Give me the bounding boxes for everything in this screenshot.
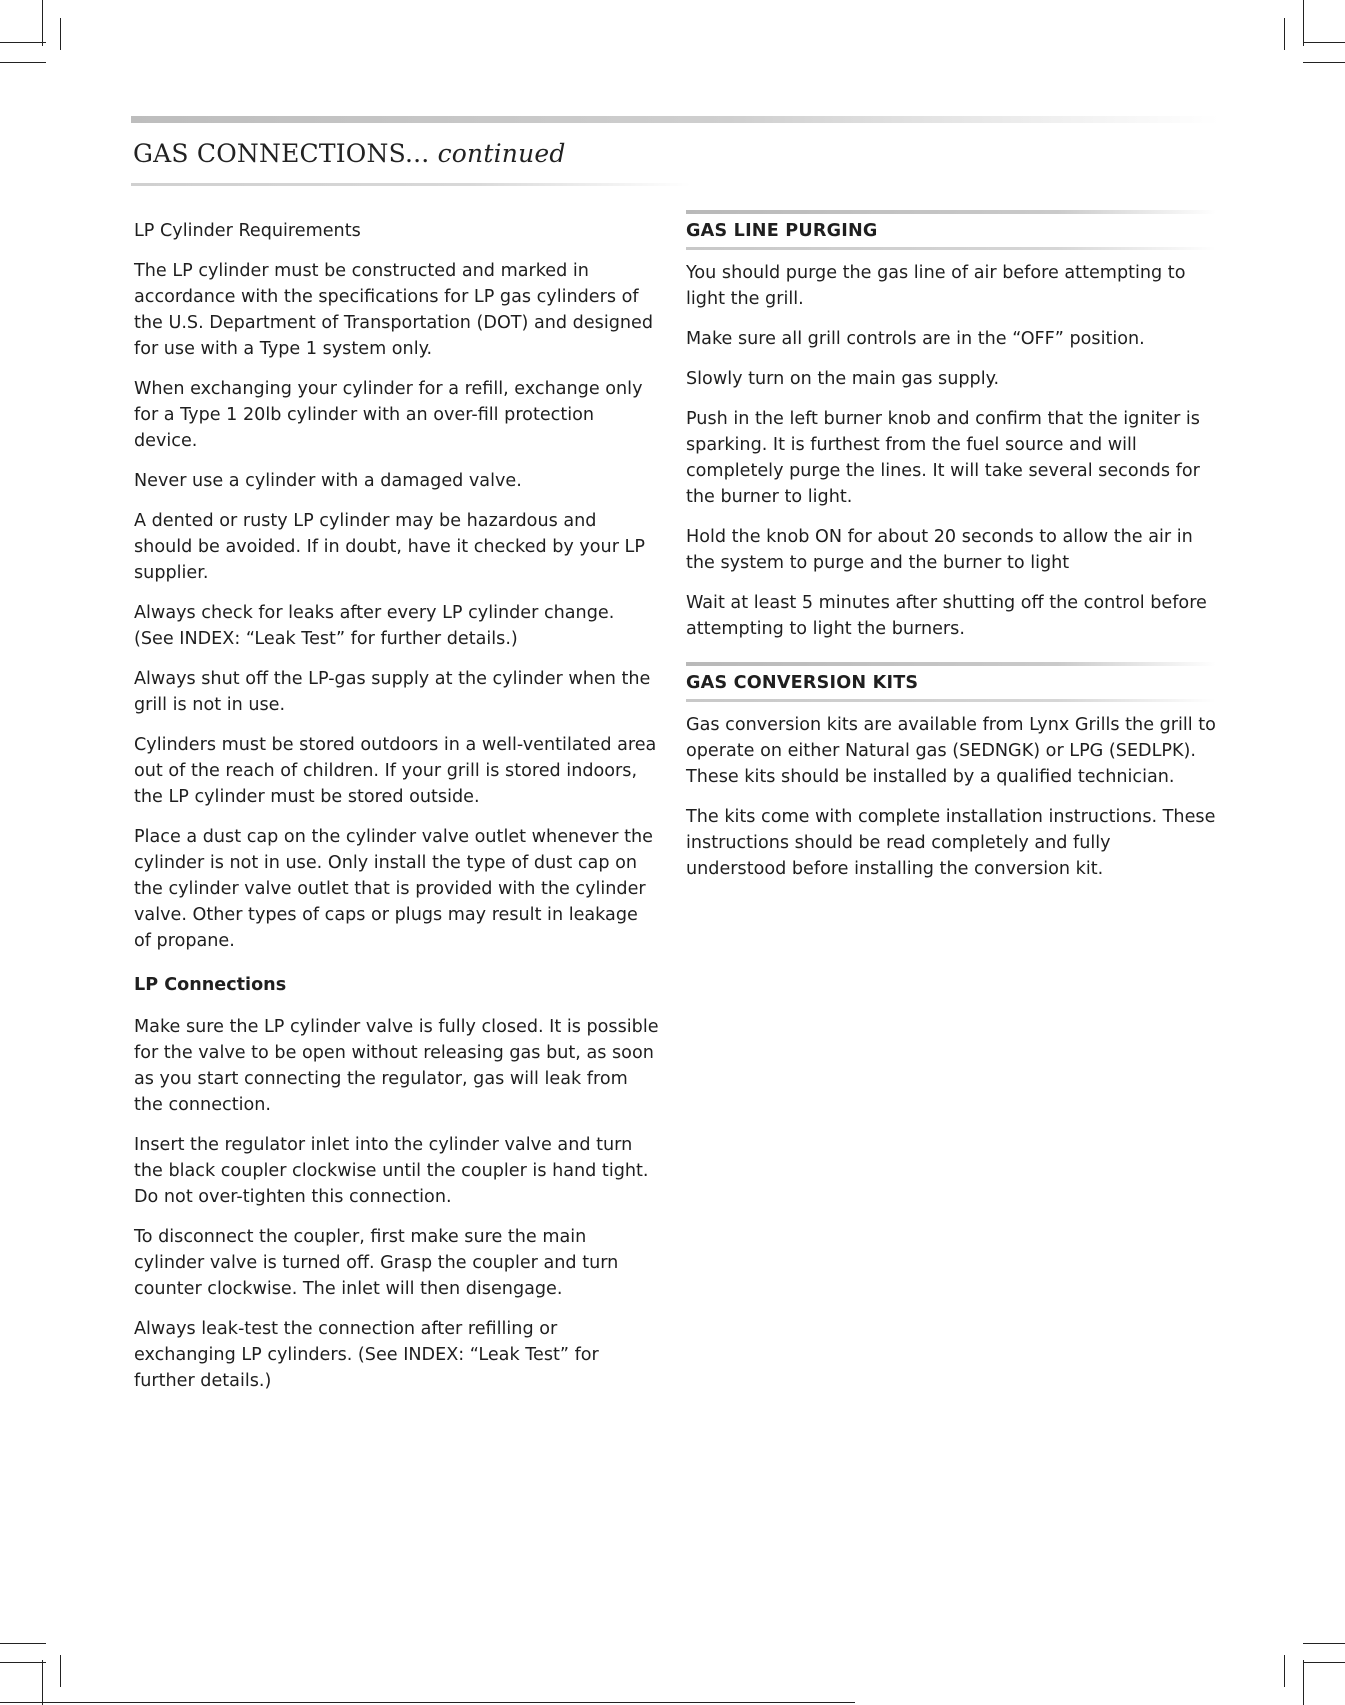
crop-mark [0, 1643, 46, 1644]
lp-connections-heading: LP Connections [134, 975, 287, 995]
paragraph: To disconnect the coupler, first make sure the main cylinder valve is turned off. Grasp the coupler and turn counter clockwise. The inlet will then disengage. [134, 1227, 619, 1299]
paragraph: Cylinders must be stored outdoors in a well-ventilated area out of the reach of children. If your grill is stored indoors, the LP cylinder must be stored outside. [134, 735, 657, 807]
paragraph: Never use a cylinder with a damaged valve. [134, 471, 522, 491]
crop-mark [60, 1655, 61, 1687]
paragraph: Hold the knob ON for about 20 seconds to allow the air in the system to purge and the burner to light [686, 527, 1193, 573]
page-bottom-edge [0, 1702, 855, 1703]
paragraph: When exchanging your cylinder for a refill, exchange only for a Type 1 20lb cylinder with an over-fill protection device. [134, 379, 643, 451]
crop-mark [1284, 1655, 1285, 1687]
paragraph: Wait at least 5 minutes after shutting off the control before attempting to light the burners. [686, 593, 1207, 639]
paragraph: Insert the regulator inlet into the cylinder valve and turn the black coupler clockwise until the coupler is hand tight. Do not over-tighten this connection. [134, 1135, 649, 1207]
paragraph: Push in the left burner knob and confirm that the igniter is sparking. It is furthest from the fuel source and will completely purge the lines. It will take several seconds for the burner to light. [686, 409, 1200, 507]
crop-mark [1303, 62, 1345, 63]
crop-mark [1284, 18, 1285, 50]
crop-mark [1303, 1662, 1345, 1663]
section-heading-text: GAS LINE PURGING [686, 221, 878, 241]
page-title [133, 134, 566, 174]
crop-mark [0, 1662, 46, 1663]
crop-mark [1303, 42, 1345, 43]
crop-mark [0, 42, 46, 43]
lp-cylinder-requirements-heading: LP Cylinder Requirements [134, 221, 361, 241]
header-rule [131, 116, 1219, 123]
paragraph: Gas conversion kits are available from Lynx Grills the grill to operate on either Natural gas (SEDNGK) or LPG (SEDLPK). These kits should be installed by a qualified technician. [686, 715, 1216, 787]
paragraph: Always check for leaks after every LP cylinder change. (See INDEX: “Leak Test” for further details.) [134, 603, 615, 649]
crop-mark [1303, 1660, 1304, 1705]
title-underline [131, 183, 691, 186]
paragraph: The LP cylinder must be constructed and marked in accordance with the specifications for LP gas cylinders of the U.S. Department of Transportation (DOT) and designed for use with a Type 1 system only. [134, 261, 654, 359]
crop-mark [1303, 0, 1304, 46]
left-column [134, 218, 659, 1408]
paragraph: You should purge the gas line of air before attempting to light the grill. [686, 263, 1186, 309]
crop-mark [60, 18, 61, 50]
paragraph: A dented or rusty LP cylinder may be hazardous and should be avoided. If in doubt, have it checked by your LP supplier. [134, 511, 645, 583]
crop-mark [0, 62, 46, 63]
paragraph: Make sure all grill controls are in the “OFF” position. [686, 329, 1145, 349]
crop-mark [1303, 1643, 1345, 1644]
right-column [686, 210, 1216, 896]
paragraph: The kits come with complete installation instructions. These instructions should be read completely and fully understood before installing the conversion kit. [686, 807, 1216, 879]
paragraph: Place a dust cap on the cylinder valve outlet whenever the cylinder is not in use. Only install the type of dust cap on the cylinder valve outlet that is provided with the cylinder valve. Other types of caps or plugs may result in leakage of propane. [134, 827, 653, 951]
paragraph: Make sure the LP cylinder valve is fully closed. It is possible for the valve to be open without releasing gas but, as soon as you start connecting the regulator, gas will leak from the connection. [134, 1017, 659, 1115]
page-title-continued: continued [437, 139, 566, 168]
crop-mark [42, 0, 43, 46]
gas-conversion-kits-heading [686, 662, 1216, 702]
crop-mark [42, 1660, 43, 1705]
paragraph: Always shut off the LP-gas supply at the cylinder when the grill is not in use. [134, 669, 651, 715]
page-title-main: GAS CONNECTIONS... [133, 139, 430, 168]
section-heading-text: GAS CONVERSION KITS [686, 673, 919, 693]
paragraph: Slowly turn on the main gas supply. [686, 369, 1000, 389]
gas-line-purging-heading [686, 210, 1216, 250]
paragraph: Always leak-test the connection after refilling or exchanging LP cylinders. (See INDEX: “Leak Test” for further details.) [134, 1319, 599, 1391]
